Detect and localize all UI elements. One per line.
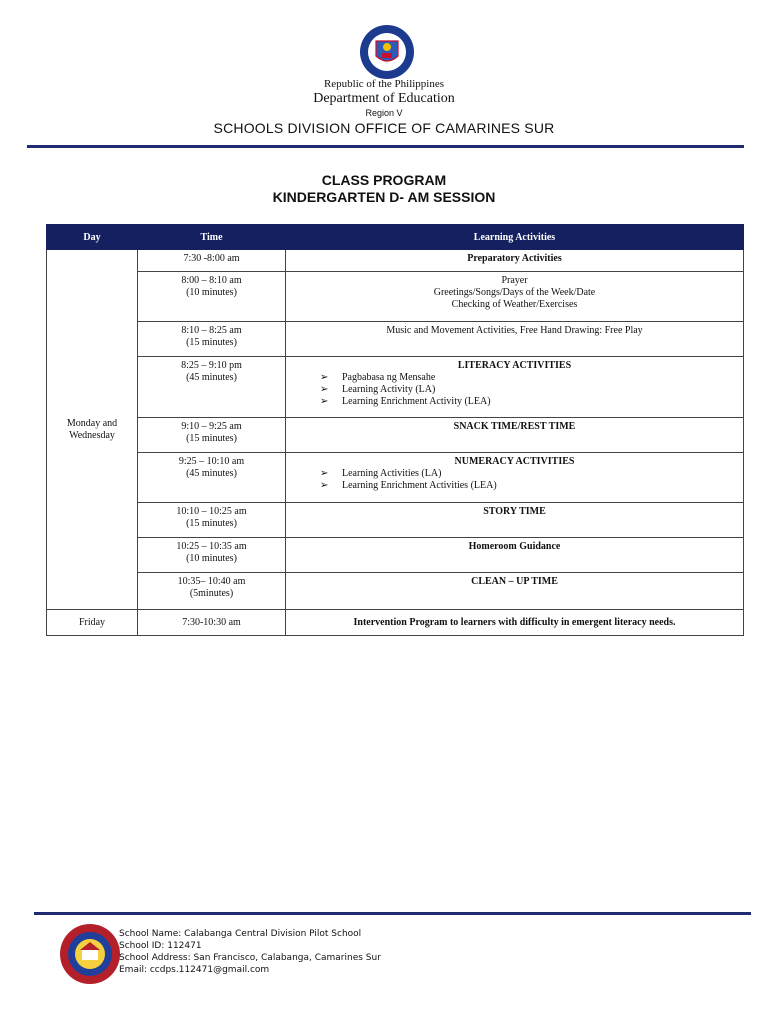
activity-cell xyxy=(286,538,744,573)
activity-bullet-list xyxy=(290,468,739,492)
bullet-text: Learning Enrichment Activity (LEA) xyxy=(342,396,491,407)
time-range: 8:10 – 8:25 am xyxy=(181,325,242,336)
bullet-text: Learning Activity (LA) xyxy=(342,384,436,395)
time-range: 7:30 -8:00 am xyxy=(183,253,240,264)
school-email: Email: ccdps.112471@gmail.com xyxy=(119,965,270,975)
time-cell xyxy=(138,250,286,272)
document-title: CLASS PROGRAM xyxy=(321,172,447,188)
time-duration: (45 minutes) xyxy=(186,468,237,479)
activity-title: CLEAN – UP TIME xyxy=(471,576,558,587)
table-row xyxy=(47,418,744,453)
activity-line: Prayer xyxy=(501,275,528,286)
time-cell: 7:30-10:30 am xyxy=(138,610,286,636)
header-day: Day xyxy=(47,225,138,250)
table-row xyxy=(47,453,744,503)
arrow-bullet-icon: ➢ xyxy=(320,480,329,491)
arrow-bullet-icon: ➢ xyxy=(320,372,329,383)
activity-bullet-item xyxy=(320,468,739,480)
time-range: 8:00 – 8:10 am xyxy=(181,275,242,286)
activity-bullet-item xyxy=(320,384,739,396)
time-range: 9:10 – 9:25 am xyxy=(181,421,242,432)
activity-title: NUMERACY ACTIVITIES xyxy=(454,456,575,467)
republic-line: Republic of the Philippines xyxy=(323,78,445,90)
time-duration: (15 minutes) xyxy=(186,337,237,348)
activity-cell xyxy=(286,453,744,503)
school-info xyxy=(119,928,381,976)
activity-title: Homeroom Guidance xyxy=(468,541,561,552)
activity-title: STORY TIME xyxy=(483,506,546,517)
table-body xyxy=(47,250,744,636)
header-time: Time xyxy=(138,225,286,250)
time-range: 9:25 – 10:10 am xyxy=(178,456,245,467)
activity-title: Preparatory Activities xyxy=(467,253,562,264)
division-line: SCHOOLS DIVISION OFFICE OF CAMARINES SUR xyxy=(213,120,555,136)
class-program-table xyxy=(46,224,744,636)
school-id: School ID: 112471 xyxy=(119,941,202,951)
school-name: School Name: Calabanga Central Division Pilot School xyxy=(119,929,362,939)
activity-cell xyxy=(286,503,744,538)
time-duration: (10 minutes) xyxy=(186,553,237,564)
time-cell xyxy=(138,453,286,503)
activity-line: Greetings/Songs/Days of the Week/Date xyxy=(433,287,596,298)
activity-bullet-item xyxy=(320,480,739,492)
school-logo xyxy=(58,922,122,986)
activity-cell xyxy=(286,418,744,453)
activity-title: SNACK TIME/REST TIME xyxy=(453,421,576,432)
arrow-bullet-icon: ➢ xyxy=(320,396,329,407)
time-range: 10:10 – 10:25 am xyxy=(176,506,247,517)
time-cell xyxy=(138,538,286,573)
activity-bullet-item xyxy=(320,372,739,384)
time-duration: (45 minutes) xyxy=(186,372,237,383)
table-row xyxy=(47,573,744,610)
arrow-bullet-icon: ➢ xyxy=(320,468,329,479)
table-row xyxy=(47,322,744,357)
arrow-bullet-icon: ➢ xyxy=(320,384,329,395)
time-cell xyxy=(138,503,286,538)
time-duration: (10 minutes) xyxy=(186,287,237,298)
school-address: School Address: San Francisco, Calabanga, Camarines Sur xyxy=(119,953,381,963)
time-cell xyxy=(138,573,286,610)
table-row xyxy=(47,272,744,322)
activity-cell xyxy=(286,272,744,322)
activity-cell-intervention: Intervention Program to learners with difficulty in emergent literacy needs. xyxy=(286,610,744,636)
day-cell-monday-wednesday: Monday and Wednesday xyxy=(47,250,138,610)
day-cell-friday: Friday xyxy=(47,610,138,636)
time-cell xyxy=(138,418,286,453)
activity-bullet-item xyxy=(320,396,739,408)
time-duration: (15 minutes) xyxy=(186,433,237,444)
activity-cell xyxy=(286,250,744,272)
table-row xyxy=(47,250,744,272)
region-line: Region V xyxy=(365,108,403,118)
footer-divider xyxy=(34,912,751,915)
activity-cell xyxy=(286,573,744,610)
time-cell xyxy=(138,272,286,322)
department-line: Department of Education xyxy=(313,91,455,106)
activity-title: LITERACY ACTIVITIES xyxy=(457,360,572,371)
table-row-friday xyxy=(47,610,744,636)
time-range: 8:25 – 9:10 pm xyxy=(181,360,242,371)
time-cell xyxy=(138,357,286,418)
table-header-row xyxy=(47,225,744,250)
time-duration: (5minutes) xyxy=(189,588,234,599)
time-range: 10:25 – 10:35 am xyxy=(176,541,247,552)
activity-line: Music and Movement Activities, Free Hand Drawing: Free Play xyxy=(386,325,643,336)
bullet-text: Learning Enrichment Activities (LEA) xyxy=(342,480,497,491)
deped-seal-logo xyxy=(352,24,422,80)
activity-line: Checking of Weather/Exercises xyxy=(451,299,578,310)
bullet-text: Learning Activities (LA) xyxy=(342,468,442,479)
bullet-text: Pagbabasa ng Mensahe xyxy=(342,372,436,383)
time-cell xyxy=(138,322,286,357)
activity-bullet-list xyxy=(290,372,739,408)
activity-cell xyxy=(286,322,744,357)
table-row xyxy=(47,538,744,573)
document-subtitle: KINDERGARTEN D- AM SESSION xyxy=(272,189,496,205)
time-range: 10:35– 10:40 am xyxy=(177,576,246,587)
header-divider xyxy=(27,145,744,148)
time-duration: (15 minutes) xyxy=(186,518,237,529)
table-row xyxy=(47,357,744,418)
header-activities: Learning Activities xyxy=(286,225,744,250)
table-row xyxy=(47,503,744,538)
activity-cell xyxy=(286,357,744,418)
